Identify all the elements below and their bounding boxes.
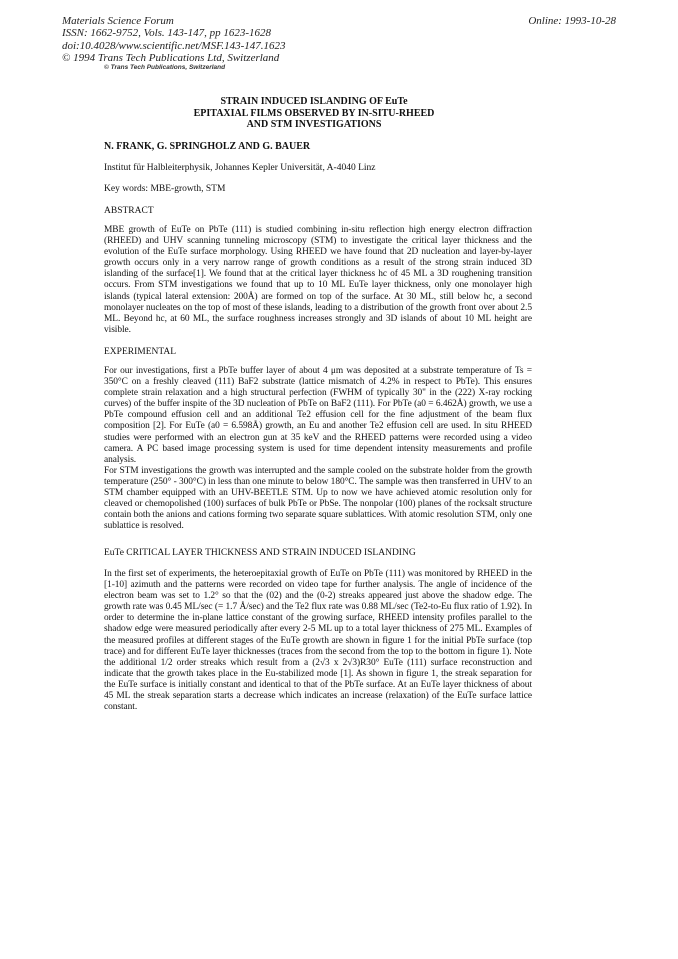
paper-title [104, 96, 524, 131]
publisher-stamp: © Trans Tech Publications, Switzerland [104, 64, 226, 71]
abstract-text [104, 225, 532, 336]
experimental-paragraph: For STM investigations the growth was interrupted and the sample cooled on the substrate holder from the growth temperature (250° - 300°C) in less than one minute to below 180°C. The sample was then transferred in UHV to an STM chamber equipped with an UHV-BEETLE STM. Up to now we have achieved atomic resolution only for cleaved or chemopolished (100) surfaces of bulk PbTe or PbSe. The nonpolar (100) planes of the rocksalt structure contain both the anions and cations forming two separate square sublattices. With atomic resolution STM, only one sublattice is resolved. [104, 465, 532, 532]
islanding-paragraph: In the first set of experiments, the heteroepitaxial growth of EuTe on PbTe (111) was monitored by RHEED in the [1-10] azimuth and the patterns were recorded on video tape for further analysis. The angle of incidence of the electron beam was set to 1.2° so that the (02) and the (0-2) streaks appeared just above the shadow edge. The growth rate was 0.45 ML/sec (= 1.7 Å/sec) and the Te2 flux rate was 0.88 ML/sec (Te2-to-Eu flux ratio of 1.92). In order to determine the in-plane lattice constant of the growing surface, RHEED intensity profiles parallel to the shadow edge were measured periodically after every 2-5 ML up to a total layer thickness of 275 ML. Examples of the measured profiles at different stages of the EuTe growth are shown in figure 1 for the initial PbTe surface (top trace) and for different EuTe layer thicknesses (traces from the second from the top to the bottom in figure 1). Note the additional 1/2 order streaks which result from a (2√3 x 2√3)R30° EuTe (111) surface reconstruction and indicate that the growth takes place in the Eu-stabilized mode [1]. As shown in figure 1, the streak separation for the EuTe surface is initially constant and identical to that of the PbTe surface. At an EuTe layer thickness of about 45 ML the streak separation starts a decrease which indicates an increase (relaxation) of the EuTe surface lattice constant. [104, 569, 532, 713]
abstract-paragraph: MBE growth of EuTe on PbTe (111) is studied combining in-situ reflection high energy electron diffraction (RHEED) and UHV scanning tunneling microscopy (STM) to investigate the critical layer thickness and the evolution of the EuTe surface morphology. Using RHEED we have found that 2D nucleation and layer-by-layer growth occurs only in a very narrow range of growth conditions as a result of the strong strain induced 3D islanding of the surface[1]. We found that at the critical layer thickness hc of 45 ML a 3D roughening transition occurs. From STM investigations we found that up to 10 ML EuTe layer thickness, only one monolayer high islands (typical lateral extension: 200Å) are formed on top of the surface. At 30 ML, still below hc, a second monolayer nucleates on the top of most of these islands, leading to a distribution of the growth front over about 2.5 ML. Beyond hc, at 60 ML, the surface roughness increases strongly and 3D islands of about 10 ML height are visible. [104, 225, 532, 335]
abstract-heading: ABSTRACT [104, 206, 154, 216]
keywords: Key words: MBE-growth, STM [104, 184, 226, 194]
journal-doi[interactable]: doi:10.4028/www.scientific.net/MSF.143-147.1623 [62, 39, 286, 52]
experimental-paragraph: For our investigations, first a PbTe buffer layer of about 4 μm was deposited at a substrate temperature of Ts = 350°C on a freshly cleaved (111) BaF2 substrate (lattice mismatch of 4.2% in respect to PbTe). This ensures complete strain relaxation and a high structural perfection (FWHM of typically 30" in the (222) X-ray rocking curves) of the buffer inspite of the 3D nucleation of PbTe on BaF2 (111). For PbTe (a0 = 6.462Å) growth, we use a PbTe compound effusion cell and an additional Te2 effusion cell for the fine adjustment of the beam flux composition [2]. For EuTe (a0 = 6.598Å) growth, an Eu and another Te2 effusion cell are used. In situ RHEED studies were performed with an electron gun at 35 keV and the RHEED patterns were recorded using a video camera. A PC based image processing system is used for time dependent intensity measurements and profile analysis. [104, 366, 532, 465]
journal-copyright: © 1994 Trans Tech Publications Ltd, Switzerland [62, 52, 280, 65]
islanding-text [104, 569, 532, 713]
journal-issn: ISSN: 1662-9752, Vols. 143-147, pp 1623-1628 [62, 27, 271, 40]
experimental-text [104, 366, 532, 532]
islanding-heading: EuTe CRITICAL LAYER THICKNESS AND STRAIN INDUCED ISLANDING [104, 548, 416, 558]
authors: N. FRANK, G. SPRINGHOLZ AND G. BAUER [104, 141, 311, 152]
title-line: STRAIN INDUCED ISLANDING OF EuTe [220, 96, 408, 107]
title-line: AND STM INVESTIGATIONS [246, 119, 382, 131]
title-line: EPITAXIAL FILMS OBSERVED BY IN-SITU-RHEED [193, 107, 435, 119]
experimental-heading: EXPERIMENTAL [104, 347, 177, 357]
journal-header [62, 15, 286, 65]
journal-name: Materials Science Forum [62, 15, 174, 27]
online-date: Online: 1993-10-28 [528, 15, 616, 27]
affiliation: Institut für Halbleiterphysik, Johannes Kepler Universität, A-4040 Linz [104, 163, 376, 173]
